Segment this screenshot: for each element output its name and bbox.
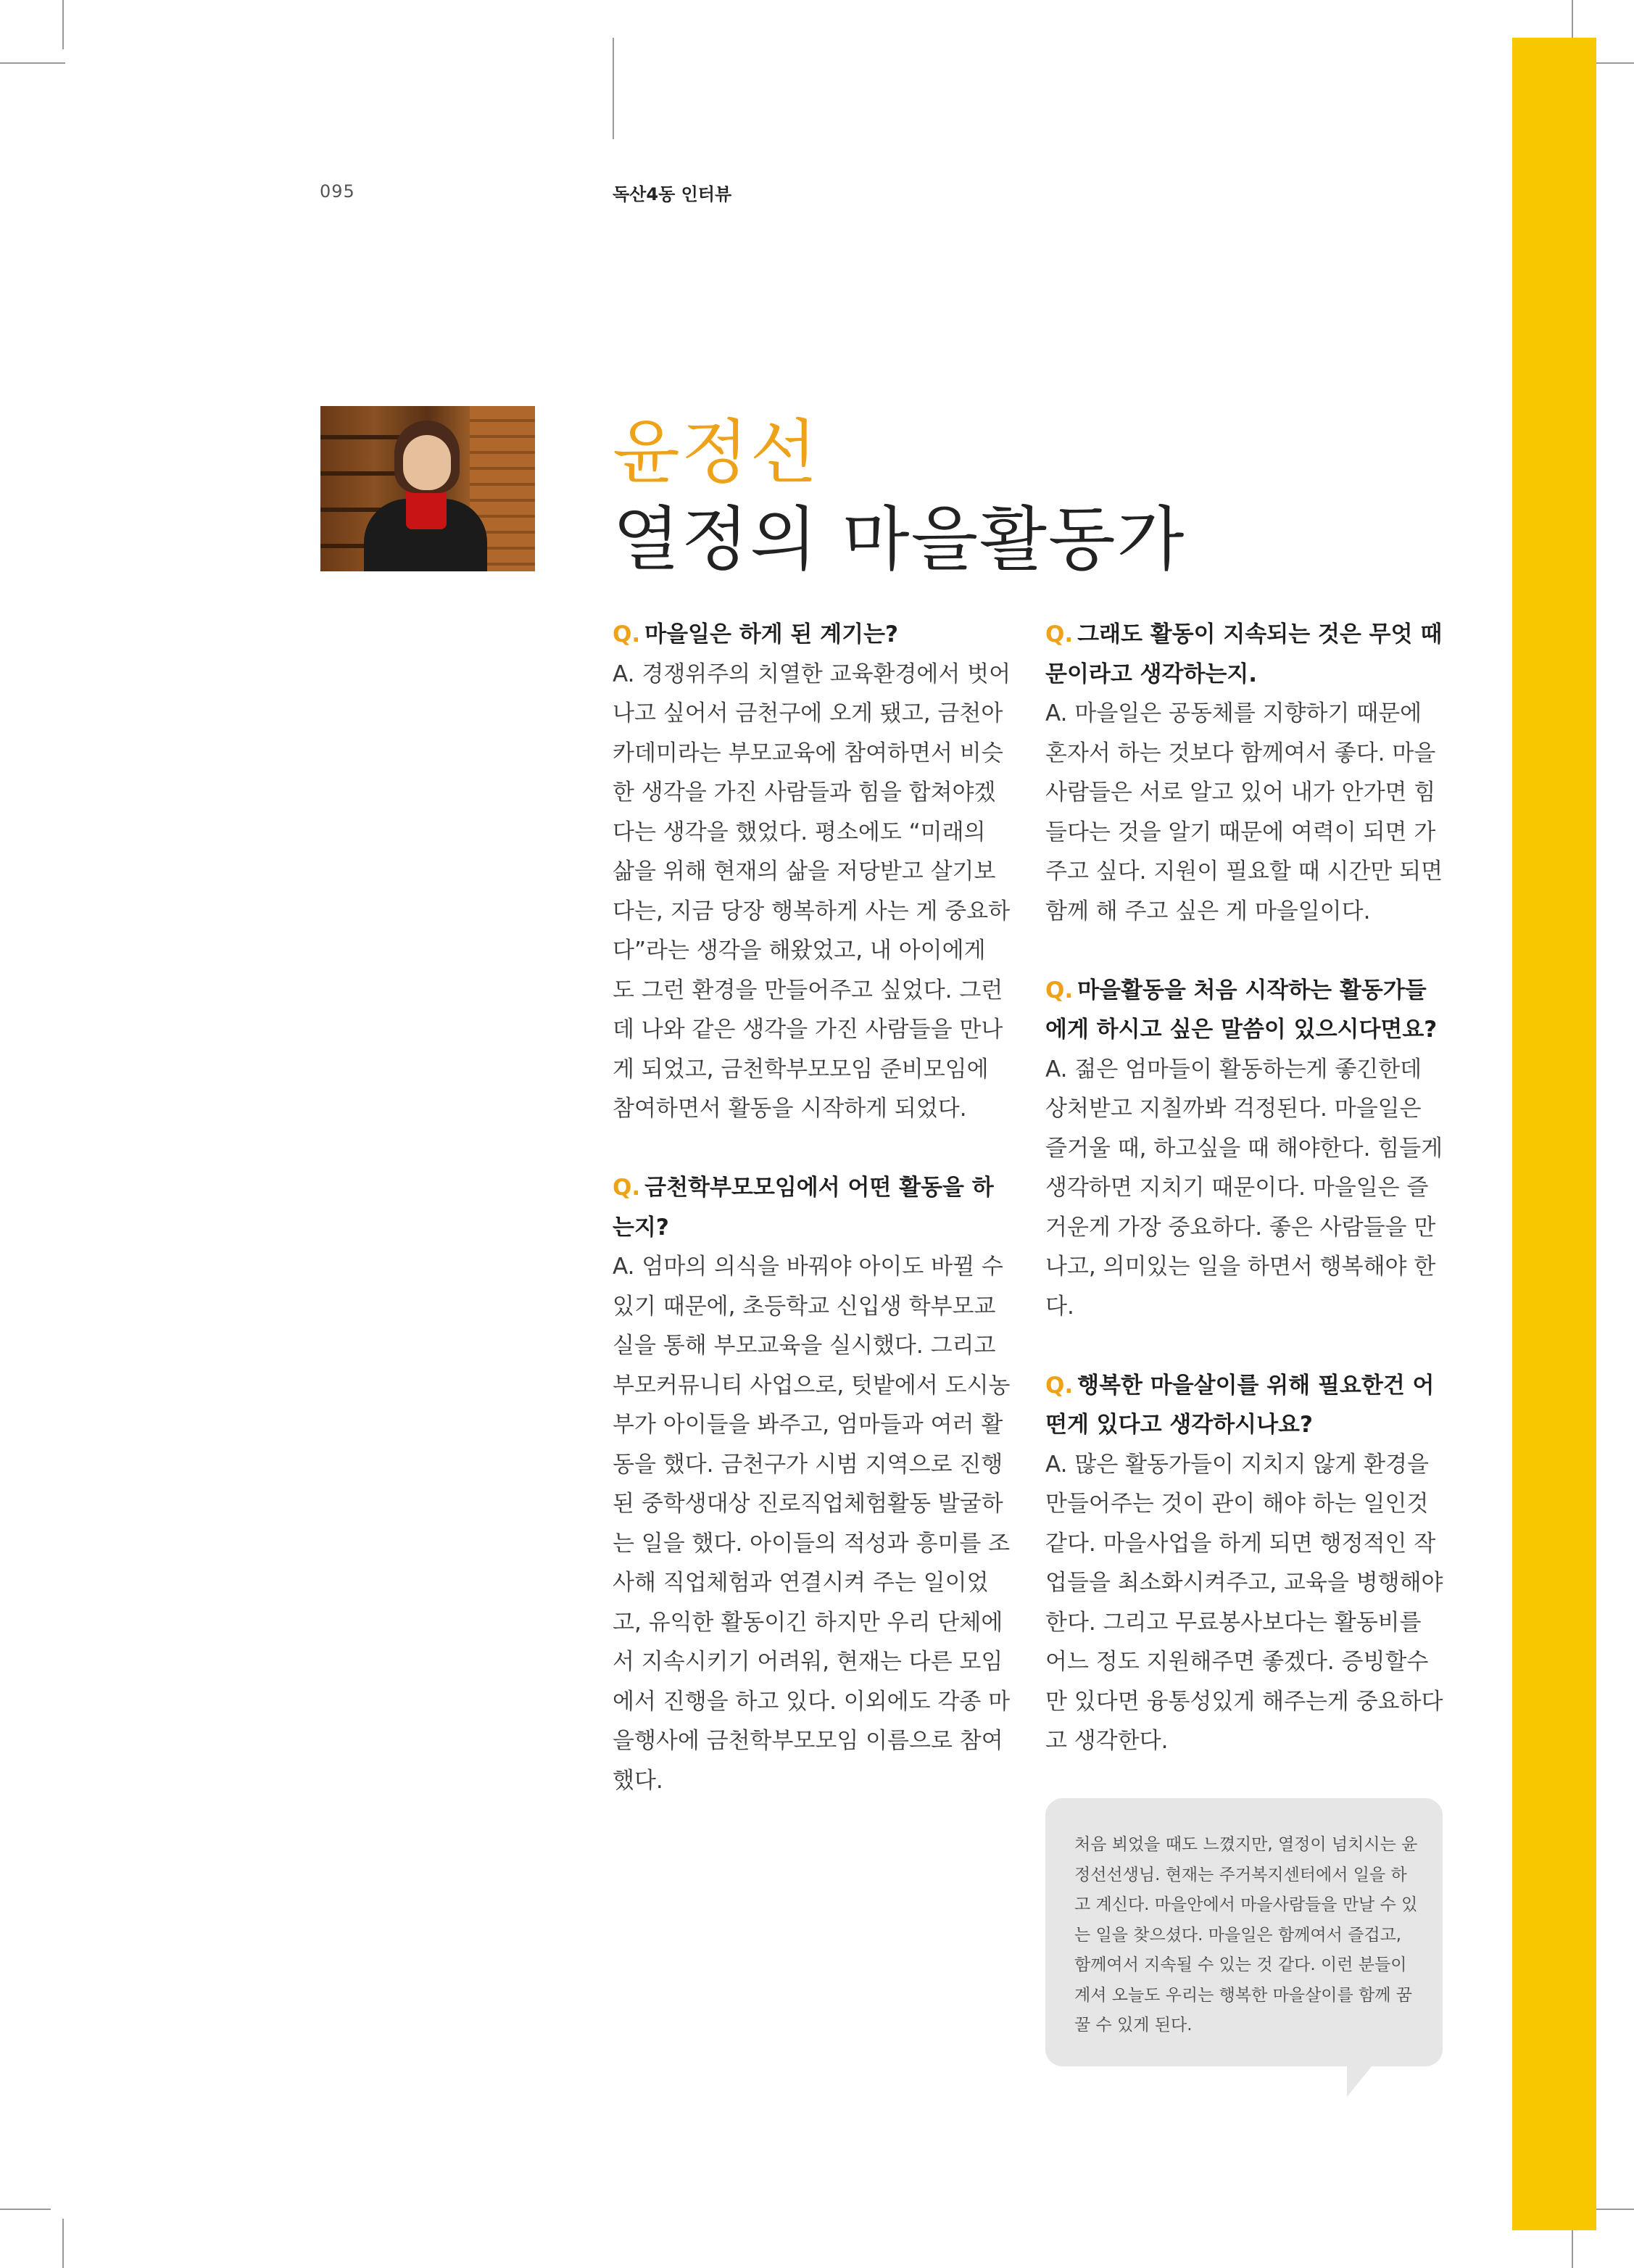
speech-bubble-text: 처음 뵈었을 때도 느꼈지만, 열정이 넘치시는 윤정선선생님. 현재는 주거복지센터에서 일을 하고 계신다. 마을안에서 마을사람들을 만날 수 있는 일을 찾으셨다. 마을일은 함께여서 즐겁고, 함께여서 지속될 수 있는 것 같다. 이런 분들이 계셔 오늘도 우리는 행복한 마을살이를 함께 꿈꿀 수 있게 된다. <box>1074 1835 1418 2035</box>
page-number: 095 <box>320 181 355 202</box>
speech-bubble <box>1045 1798 1443 2066</box>
crop-mark <box>613 38 614 139</box>
question: Q. 그래도 활동이 지속되는 것은 무엇 때문이라고 생각하는지. <box>1045 621 1443 687</box>
q-marker: Q. <box>613 621 641 647</box>
interview-column-right <box>1045 615 1446 1800</box>
question: Q. 행복한 마을살이를 위해 필요한건 어떤게 있다고 생각하시나요? <box>1045 1372 1435 1438</box>
yellow-sidebar <box>1512 38 1596 2230</box>
qa-block <box>613 1168 1013 1800</box>
interview-column-left <box>613 615 1013 1840</box>
answer: A. 경쟁위주의 치열한 교육환경에서 벗어나고 싶어서 금천구에 오게 됐고, 금천아카데미라는 부모교육에 참여하면서 비슷한 생각을 가진 사람들과 힘을 합쳐야겠다는 생각을 했었다. 평소에도 “미래의 삶을 위해 현재의 삶을 저당받고 살기보다는, 지금 당장 행복하게 사는 게 중요하다”라는 생각을 해왔었고, 내 아이에게 도 그런 환경을 만들어주고 싶었다. 그런데 나와 같은 생각을 가진 사람들을 만나게 되었고, 금천학부모모임 준비모임에 참여하면서 활동을 시작하게 되었다. <box>613 661 1011 1122</box>
qa-block <box>1045 971 1446 1327</box>
section-title: 독산4동 인터뷰 <box>613 184 732 204</box>
article-title: 열정의 마을활동가 <box>613 499 1186 580</box>
q-marker: Q. <box>613 1175 641 1201</box>
question: Q. 마을활동을 처음 시작하는 활동가들에게 하시고 싶은 말씀이 있으시다면요? <box>1045 977 1438 1043</box>
crop-mark <box>62 2219 64 2268</box>
interviewee-name: 윤정선 <box>613 412 819 493</box>
crop-mark <box>0 2209 51 2210</box>
q-marker: Q. <box>1045 621 1074 647</box>
answer: A. 마을일은 공동체를 지향하기 때문에 혼자서 하는 것보다 함께여서 좋다. 마을사람들은 서로 알고 있어 내가 안가면 힘들다는 것을 알기 때문에 여력이 되면 가주고 싶다. 지원이 필요할 때 시간만 되면 함께 해 주고 싶은 게 마을일이다. <box>1045 700 1443 924</box>
qa-block <box>613 615 1013 1129</box>
answer: A. 엄마의 의식을 바꿔야 아이도 바뀔 수 있기 때문에, 초등학교 신입생 학부모교실을 통해 부모교육을 실시했다. 그리고 부모커뮤니티 사업으로, 텃밭에서 도시농부가 아이들을 봐주고, 엄마들과 여러 활동을 했다. 금천구가 시범 지역으로 진행된 중학생대상 진로직업체험활동 발굴하는 일을 했다. 아이들의 적성과 흥미를 조사해 직업체험과 연결시켜 주는 일이었고, 유익한 활동이긴 하지만 우리 단체에서 지속시키기 어려워, 현재는 다른 모임에서 진행을 하고 있다. 이외에도 각종 마을행사에 금천학부모모임 이름으로 참여했다. <box>613 1254 1011 1794</box>
speech-bubble-tail <box>1347 2066 1372 2097</box>
question: Q. 마을일은 하게 된 계기는? <box>613 621 898 647</box>
qa-block <box>1045 615 1446 931</box>
crop-mark <box>1592 2209 1634 2210</box>
question: Q. 금천학부모모임에서 어떤 활동을 하는지? <box>613 1175 994 1241</box>
q-marker: Q. <box>1045 977 1074 1003</box>
q-marker: Q. <box>1045 1372 1074 1399</box>
answer: A. 많은 활동가들이 지치지 않게 환경을 만들어주는 것이 관이 해야 하는 일인것 같다. 마을사업을 하게 되면 행정적인 작업들을 최소화시켜주고, 교육을 병행해야 한다. 그리고 무료봉사보다는 활동비를 어느 정도 지원해주면 좋겠다. 증빙할수만 있다면 융통성있게 해주는게 중요하다고 생각한다. <box>1045 1451 1443 1754</box>
portrait-photo <box>320 406 535 571</box>
crop-mark <box>0 62 65 64</box>
crop-mark <box>62 0 64 49</box>
answer: A. 젊은 엄마들이 활동하는게 좋긴한데 상처받고 지칠까봐 걱정된다. 마을일은 즐거울 때, 하고싶을 때 해야한다. 힘들게 생각하면 지치기 때문이다. 마을일은 즐거운게 가장 중요하다. 좋은 사람들을 만나고, 의미있는 일을 하면서 행복해야 한다. <box>1045 1056 1443 1320</box>
qa-block <box>1045 1366 1446 1761</box>
